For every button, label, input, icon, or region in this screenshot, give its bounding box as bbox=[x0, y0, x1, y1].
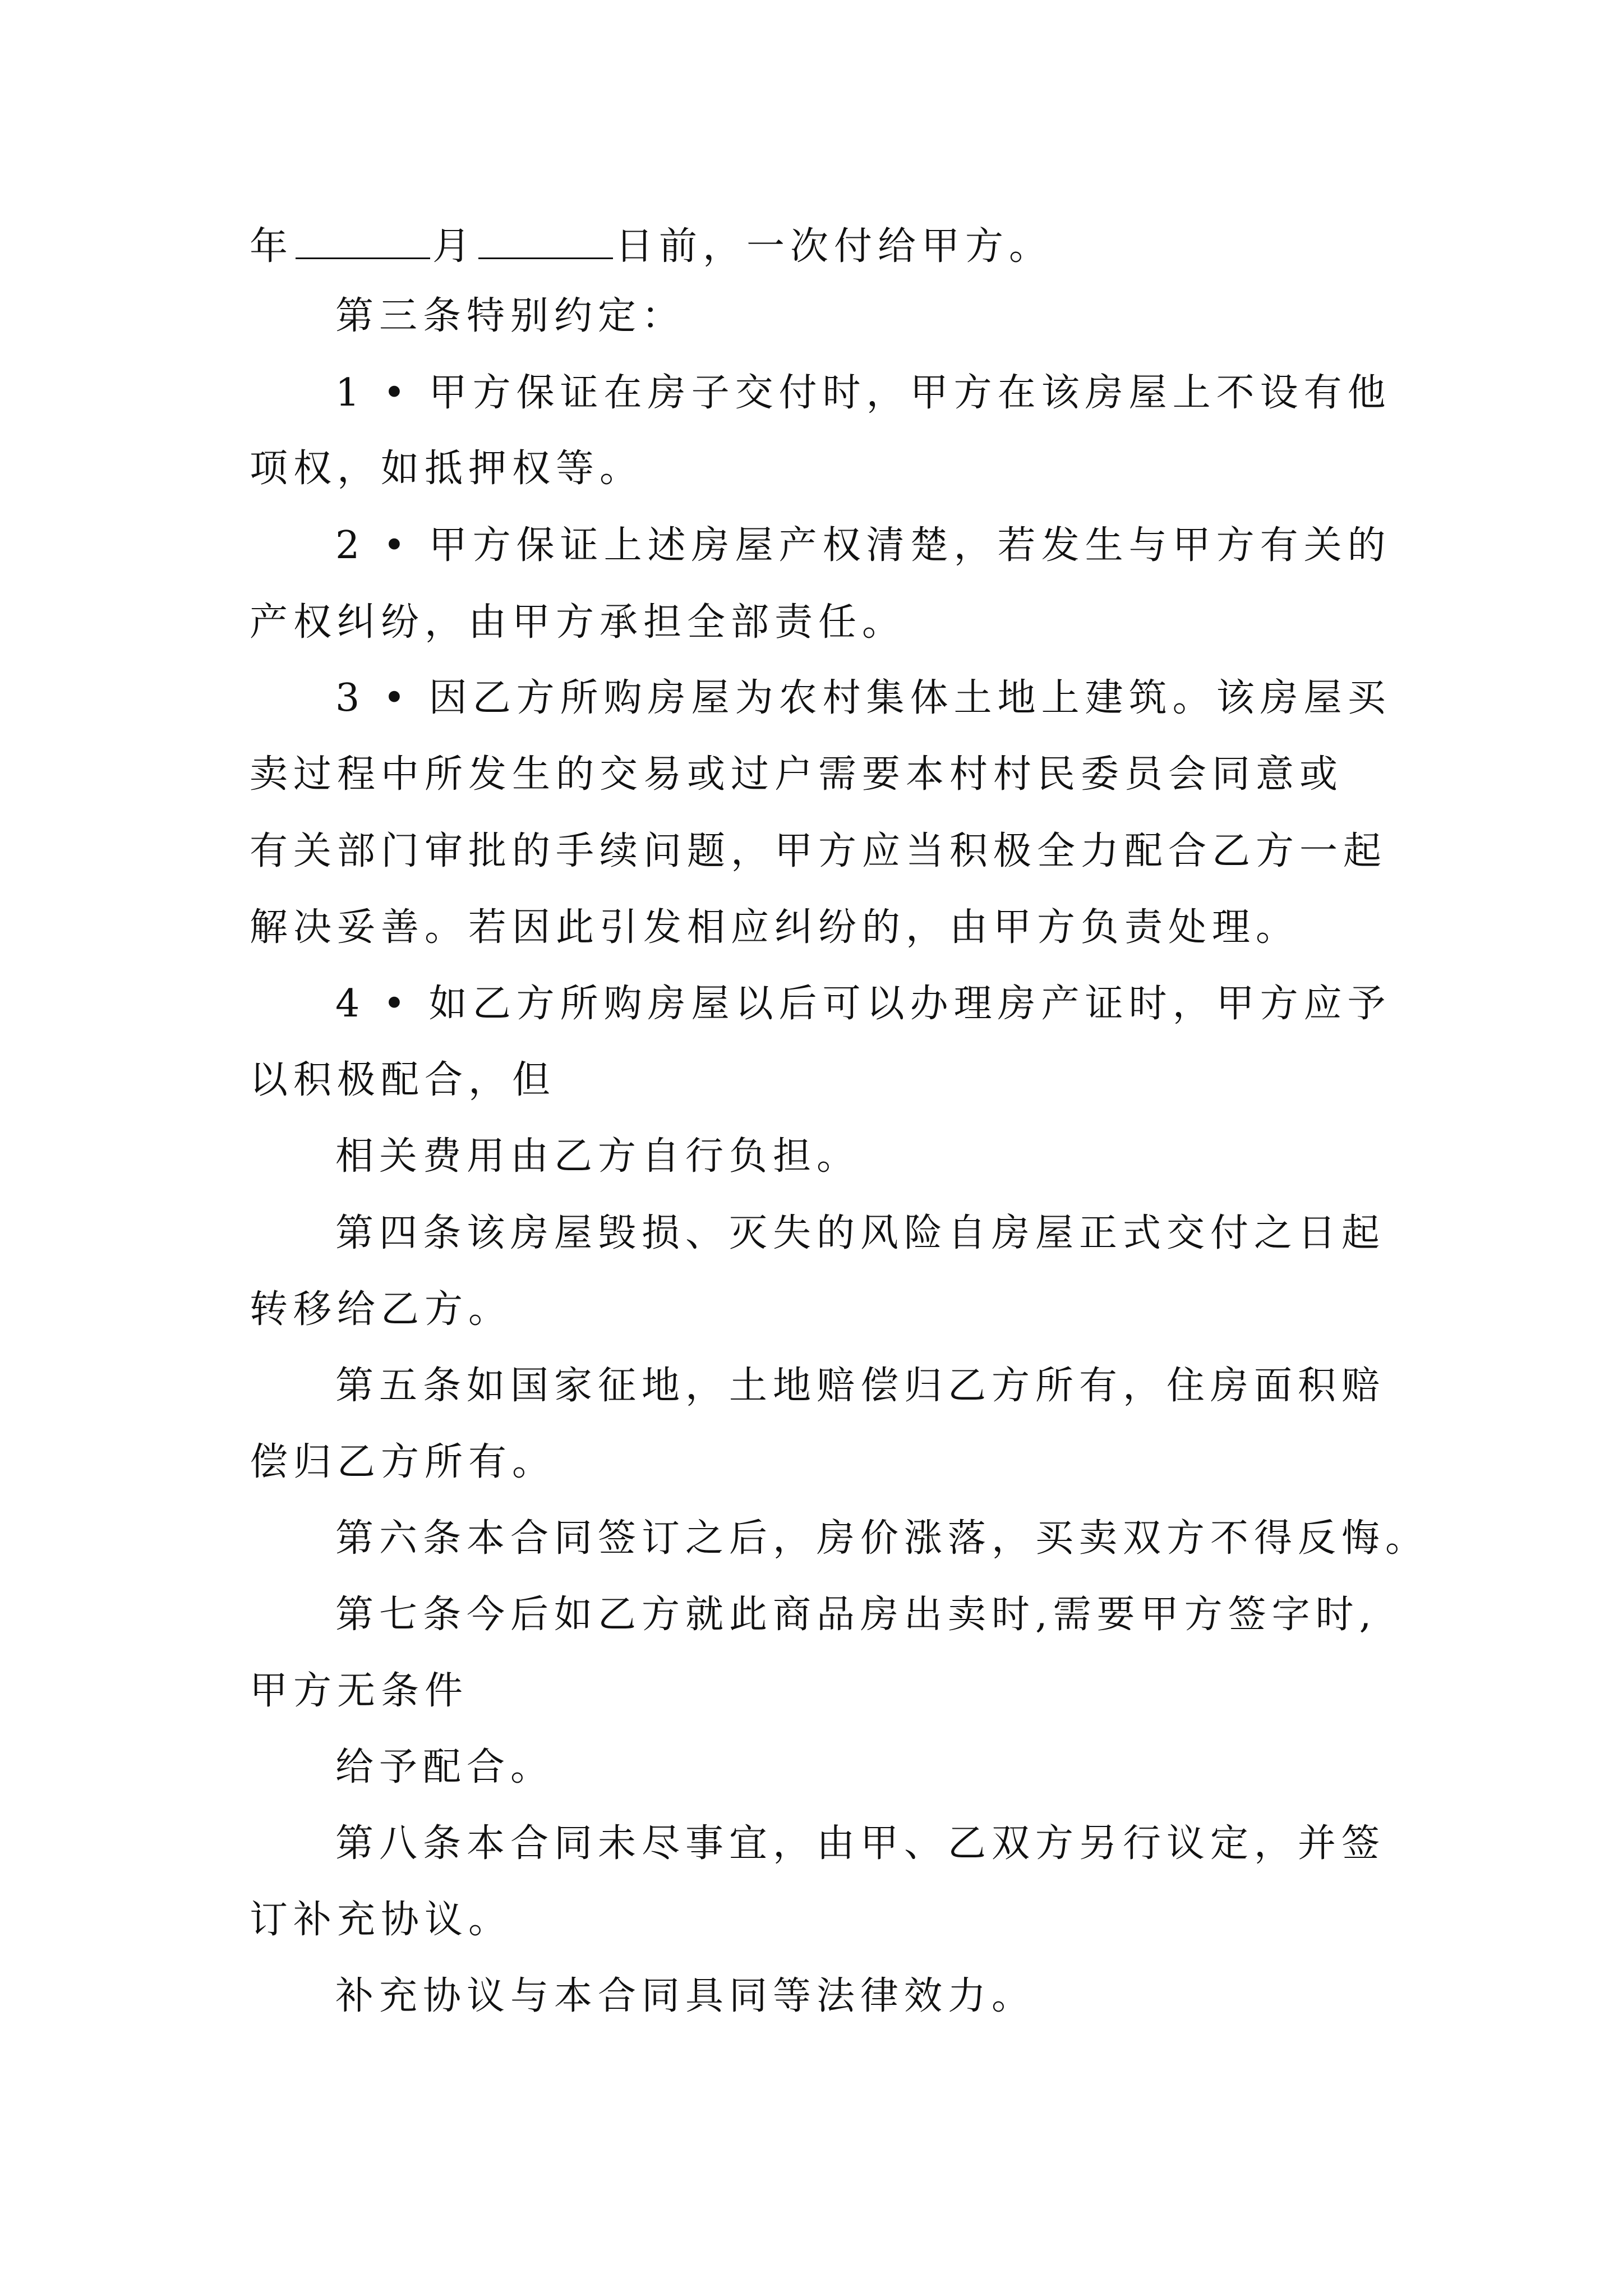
clause-3-1-line-1: 1 • 甲方保证在房子交付时，甲方在该房屋上不设有他 bbox=[335, 371, 1391, 415]
article-4-line-1: 第四条该房屋毁损、灭失的风险自房屋正式交付之日起 bbox=[335, 1211, 1386, 1255]
year-label: 年 bbox=[250, 224, 294, 269]
month-blank bbox=[296, 223, 430, 259]
clause-3-3-line-2: 卖过程中所发生的交易或过户需要本村村民委员会同意或 bbox=[250, 752, 1344, 797]
article-8-line-1: 第八条本合同未尽事宜，由甲、乙双方另行议定，并签 bbox=[335, 1821, 1386, 1866]
supplement-effect-line: 补充协议与本合同具同等法律效力。 bbox=[335, 1974, 1036, 2018]
article-5-line-2: 偿归乙方所有。 bbox=[250, 1440, 556, 1484]
payment-deadline-line bbox=[250, 222, 1053, 272]
clause-3-1-line-2: 项权，如抵押权等。 bbox=[250, 447, 644, 491]
clause-3-4-line-1: 4 • 如乙方所购房屋以后可以办理房产证时，甲方应予 bbox=[335, 982, 1391, 1026]
article-7-line-2: 甲方无条件 bbox=[250, 1669, 469, 1713]
article-5-line-1: 第五条如国家征地，土地赔偿归乙方所有，住房面积赔 bbox=[335, 1364, 1386, 1408]
article-7-line-1: 第七条今后如乙方就此商品房出卖时,需要甲方签字时, bbox=[335, 1593, 1377, 1637]
clause-3-3-line-3: 有关部门审批的手续问题，甲方应当积极全力配合乙方一起 bbox=[250, 829, 1387, 873]
clause-3-2-line-2: 产权纠纷，由甲方承担全部责任。 bbox=[250, 600, 906, 645]
clause-3-3-line-1: 3 • 因乙方所购房屋为农村集体土地上建筑。该房屋买 bbox=[335, 676, 1391, 720]
day-blank bbox=[478, 223, 613, 259]
article-3-heading: 第三条特别约定： bbox=[335, 294, 686, 338]
month-label: 月 bbox=[432, 224, 477, 269]
payment-deadline-text: 日前，一次付给甲方。 bbox=[615, 224, 1053, 269]
clause-3-2-line-1: 2 • 甲方保证上述房屋产权清楚，若发生与甲方有关的 bbox=[335, 523, 1391, 568]
clause-3-4-line-2: 以积极配合，但 bbox=[250, 1058, 556, 1102]
article-4-line-2: 转移给乙方。 bbox=[250, 1287, 513, 1332]
article-6-line: 第六条本合同签订之后，房价涨落，买卖双方不得反悔。 bbox=[335, 1516, 1430, 1561]
clause-3-4-line-3: 相关费用由乙方自行负担。 bbox=[335, 1134, 861, 1179]
clause-3-3-line-4: 解决妥善。若因此引发相应纠纷的，由甲方负责处理。 bbox=[250, 905, 1300, 950]
article-8-line-2: 订补充协议。 bbox=[250, 1898, 513, 1942]
article-7-line-3: 给予配合。 bbox=[335, 1745, 555, 1789]
